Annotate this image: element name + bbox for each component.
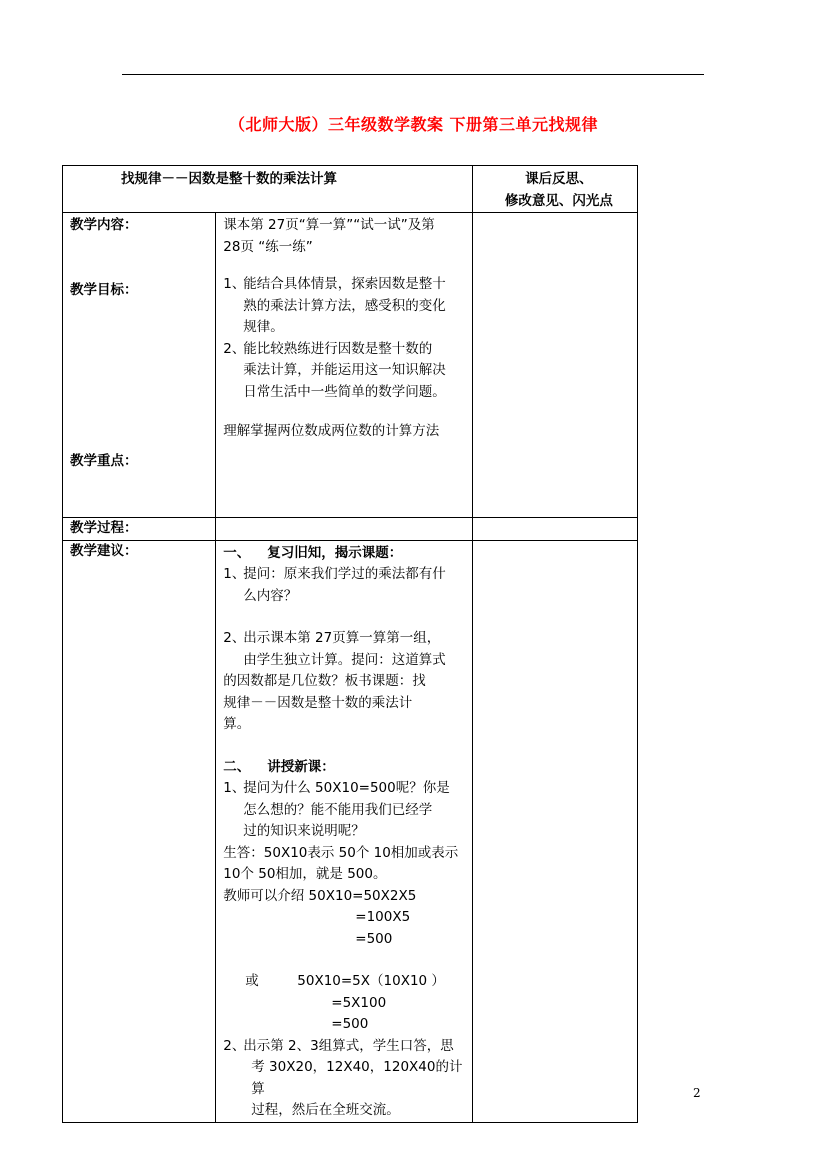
goal-line: 熟的乘法计算方法，感受积的变化 <box>243 297 446 314</box>
lesson-item-2 <box>223 1036 466 1122</box>
table-row-process <box>63 518 638 541</box>
lesson-title: 找规律－－因数是整十数的乘法计算 <box>121 171 337 187</box>
goal-line: 能结合具体情景，探索因数是整十 <box>243 276 446 292</box>
math-step: =500 <box>355 930 393 947</box>
goal-number: 2、 <box>223 340 246 357</box>
student-answer-line: 10个 50相加，就是 500。 <box>223 866 387 882</box>
section-heading-1 <box>223 543 466 565</box>
label-goals: 教学目标： <box>70 281 138 298</box>
section-number: 二、 <box>223 758 251 775</box>
reflection-header-cell <box>472 166 637 213</box>
lesson-plan-table <box>62 165 638 1123</box>
alternative-expression <box>223 971 466 993</box>
table-row-content <box>63 213 638 518</box>
item-number: 1、 <box>223 566 246 582</box>
item-line: 考 30X20，12X40，120X40的计算 <box>251 1059 463 1097</box>
suggestion-label-cell <box>63 540 216 1122</box>
reflection-cell <box>472 518 637 541</box>
review-item-1 <box>223 564 466 607</box>
or-expression: 50X10=5X（10X10 ） <box>297 973 445 989</box>
content-cell <box>216 213 472 518</box>
item-line: 过的知识来说明呢？ <box>243 823 365 839</box>
teacher-intro: 教师可以介绍 50X10=50X2X5 <box>223 887 417 904</box>
section-title: 讲授新课： <box>267 758 335 775</box>
table-header-row <box>63 166 638 213</box>
item-number: 1、 <box>223 780 246 796</box>
goal-line: 能比较熟练进行因数是整十数的 <box>243 340 433 357</box>
label-content: 教学内容： <box>70 217 138 233</box>
section-number: 一、 <box>223 544 251 561</box>
or-label: 或 <box>245 973 259 989</box>
suggestion-cell <box>216 540 472 1122</box>
reflection-header-line1: 课后反思、 <box>525 171 593 187</box>
item-line: 算。 <box>223 716 251 732</box>
item-line: 的因数都是几位数？板书课题：找 <box>223 673 426 689</box>
content-line-1: 课本第 27页“算一算”“试一试”及第 <box>223 217 435 233</box>
process-label-cell <box>63 518 216 541</box>
section-heading-2 <box>223 757 466 779</box>
item-line: 出示第 2、3组算式，学生口答，思 <box>243 1037 454 1054</box>
goal-line: 规律。 <box>243 319 284 335</box>
item-line: 提问为什么 50X10=500呢？你是 <box>243 780 450 796</box>
item-number: 2、 <box>223 630 246 646</box>
review-item-2 <box>223 628 466 671</box>
goal-number: 1、 <box>223 276 246 292</box>
label-process: 教学过程： <box>70 520 138 536</box>
labels-cell <box>63 213 216 518</box>
reflection-cell <box>472 213 637 518</box>
table-row-suggestion <box>63 540 638 1122</box>
item-line: 由学生独立计算。提问：这道算式 <box>243 651 446 668</box>
content-line-2: 28页 “练一练” <box>223 238 313 255</box>
item-line: 规律－－因数是整十数的乘法计 <box>223 694 413 711</box>
math-step: =5X100 <box>331 994 387 1011</box>
item-line: 过程，然后在全班交流。 <box>251 1102 400 1118</box>
lesson-item-1 <box>223 778 466 843</box>
label-suggestion: 教学建议： <box>70 542 138 559</box>
item-number: 2、 <box>223 1037 246 1054</box>
student-answer-line: 生答：50X10表示 50个 10相加或表示 <box>223 844 459 861</box>
process-cell <box>216 518 472 541</box>
math-step: =100X5 <box>355 909 411 925</box>
header-rule <box>122 74 704 75</box>
item-line: 出示课本第 27页算一算第一组， <box>243 630 441 646</box>
item-line: 么内容？ <box>243 587 298 604</box>
key-point-text: 理解掌握两位数成两位数的计算方法 <box>223 423 440 439</box>
reflection-cell <box>472 540 637 1122</box>
section-title: 复习旧知，揭示课题： <box>267 544 403 561</box>
math-step: =500 <box>331 1016 369 1032</box>
item-line: 提问：原来我们学过的乘法都有什 <box>243 566 446 582</box>
document-title: （北师大版）三年级数学教案 下册第三单元找规律 <box>228 115 599 134</box>
goal-item-2 <box>223 339 466 404</box>
item-line: 怎么想的？能不能用我们已经学 <box>243 801 433 818</box>
page-number: 2 <box>693 1086 701 1100</box>
reflection-header-line2: 修改意见、闪光点 <box>504 192 613 209</box>
goal-line: 乘法计算，并能运用这一知识解决 <box>243 362 446 378</box>
label-key-point: 教学重点： <box>70 453 138 469</box>
goal-line: 日常生活中一些简单的数学问题。 <box>243 383 446 400</box>
goal-item-1 <box>223 274 466 339</box>
lesson-title-cell <box>63 166 473 213</box>
